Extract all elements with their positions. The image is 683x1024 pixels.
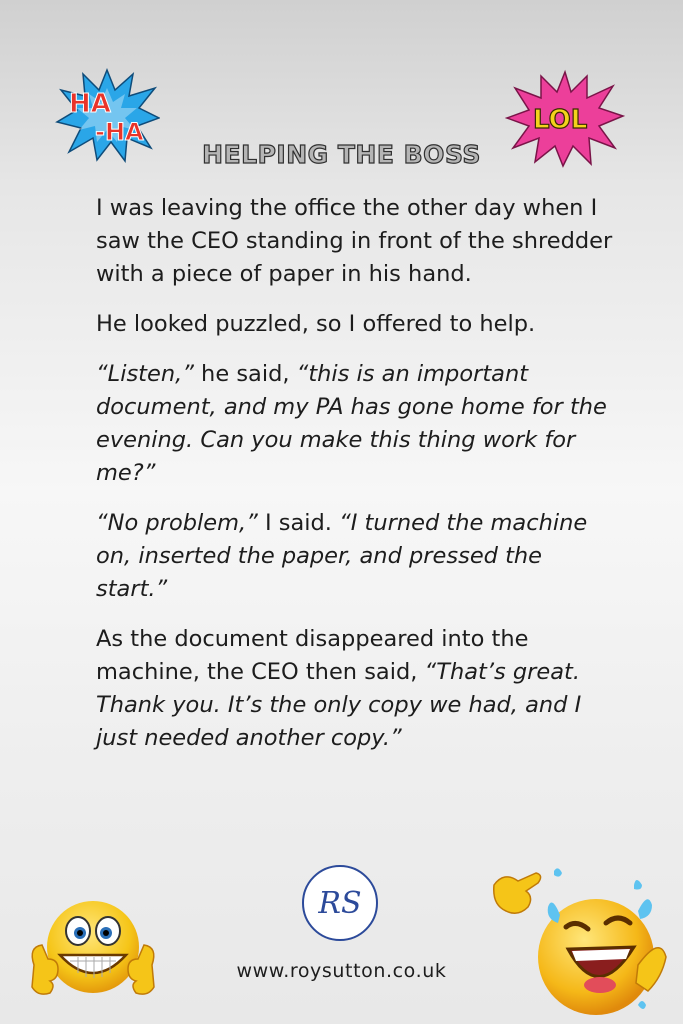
story-paragraph-4 <box>96 507 616 606</box>
narration-text: As the document disappeared into the machine, the CEO then said, <box>96 626 529 685</box>
said-text: I said. <box>257 510 340 536</box>
story-paragraph-5 <box>96 623 616 755</box>
quote-no-problem: “No problem,” <box>96 510 258 536</box>
website-url: www.roysutton.co.uk <box>236 960 447 982</box>
haha-text-top: HA <box>69 89 111 119</box>
quote-punchline: “That’s great. Thank you. It’s the only copy we had, and I just needed another copy.” <box>96 659 582 751</box>
story-paragraph-3 <box>96 358 616 490</box>
laughing-crying-emoji-icon <box>488 865 668 1020</box>
lol-text: LOL <box>533 105 588 135</box>
said-text: he said, <box>193 361 297 387</box>
story-paragraph-1: I was leaving the office the other day when I saw the CEO standing in front of the shredder with a piece of paper in his hand. <box>96 195 613 287</box>
quote-listen: “Listen,” <box>96 361 194 387</box>
haha-text-bottom: -HA <box>95 118 144 146</box>
quote-request: “this is an important document, and my PA has gone home for the evening. Can you make this thing work for me?” <box>96 361 607 486</box>
roy-sutton-logo: RS <box>302 865 378 941</box>
page-title: HELPING THE BOSS <box>202 140 481 169</box>
story-paragraph-2: He looked puzzled, so I offered to help. <box>96 311 536 337</box>
quote-action: “I turned the machine on, inserted the paper, and pressed the start.” <box>96 510 588 602</box>
grinning-thumbs-up-emoji-icon <box>28 895 158 1010</box>
joke-story <box>96 192 616 772</box>
